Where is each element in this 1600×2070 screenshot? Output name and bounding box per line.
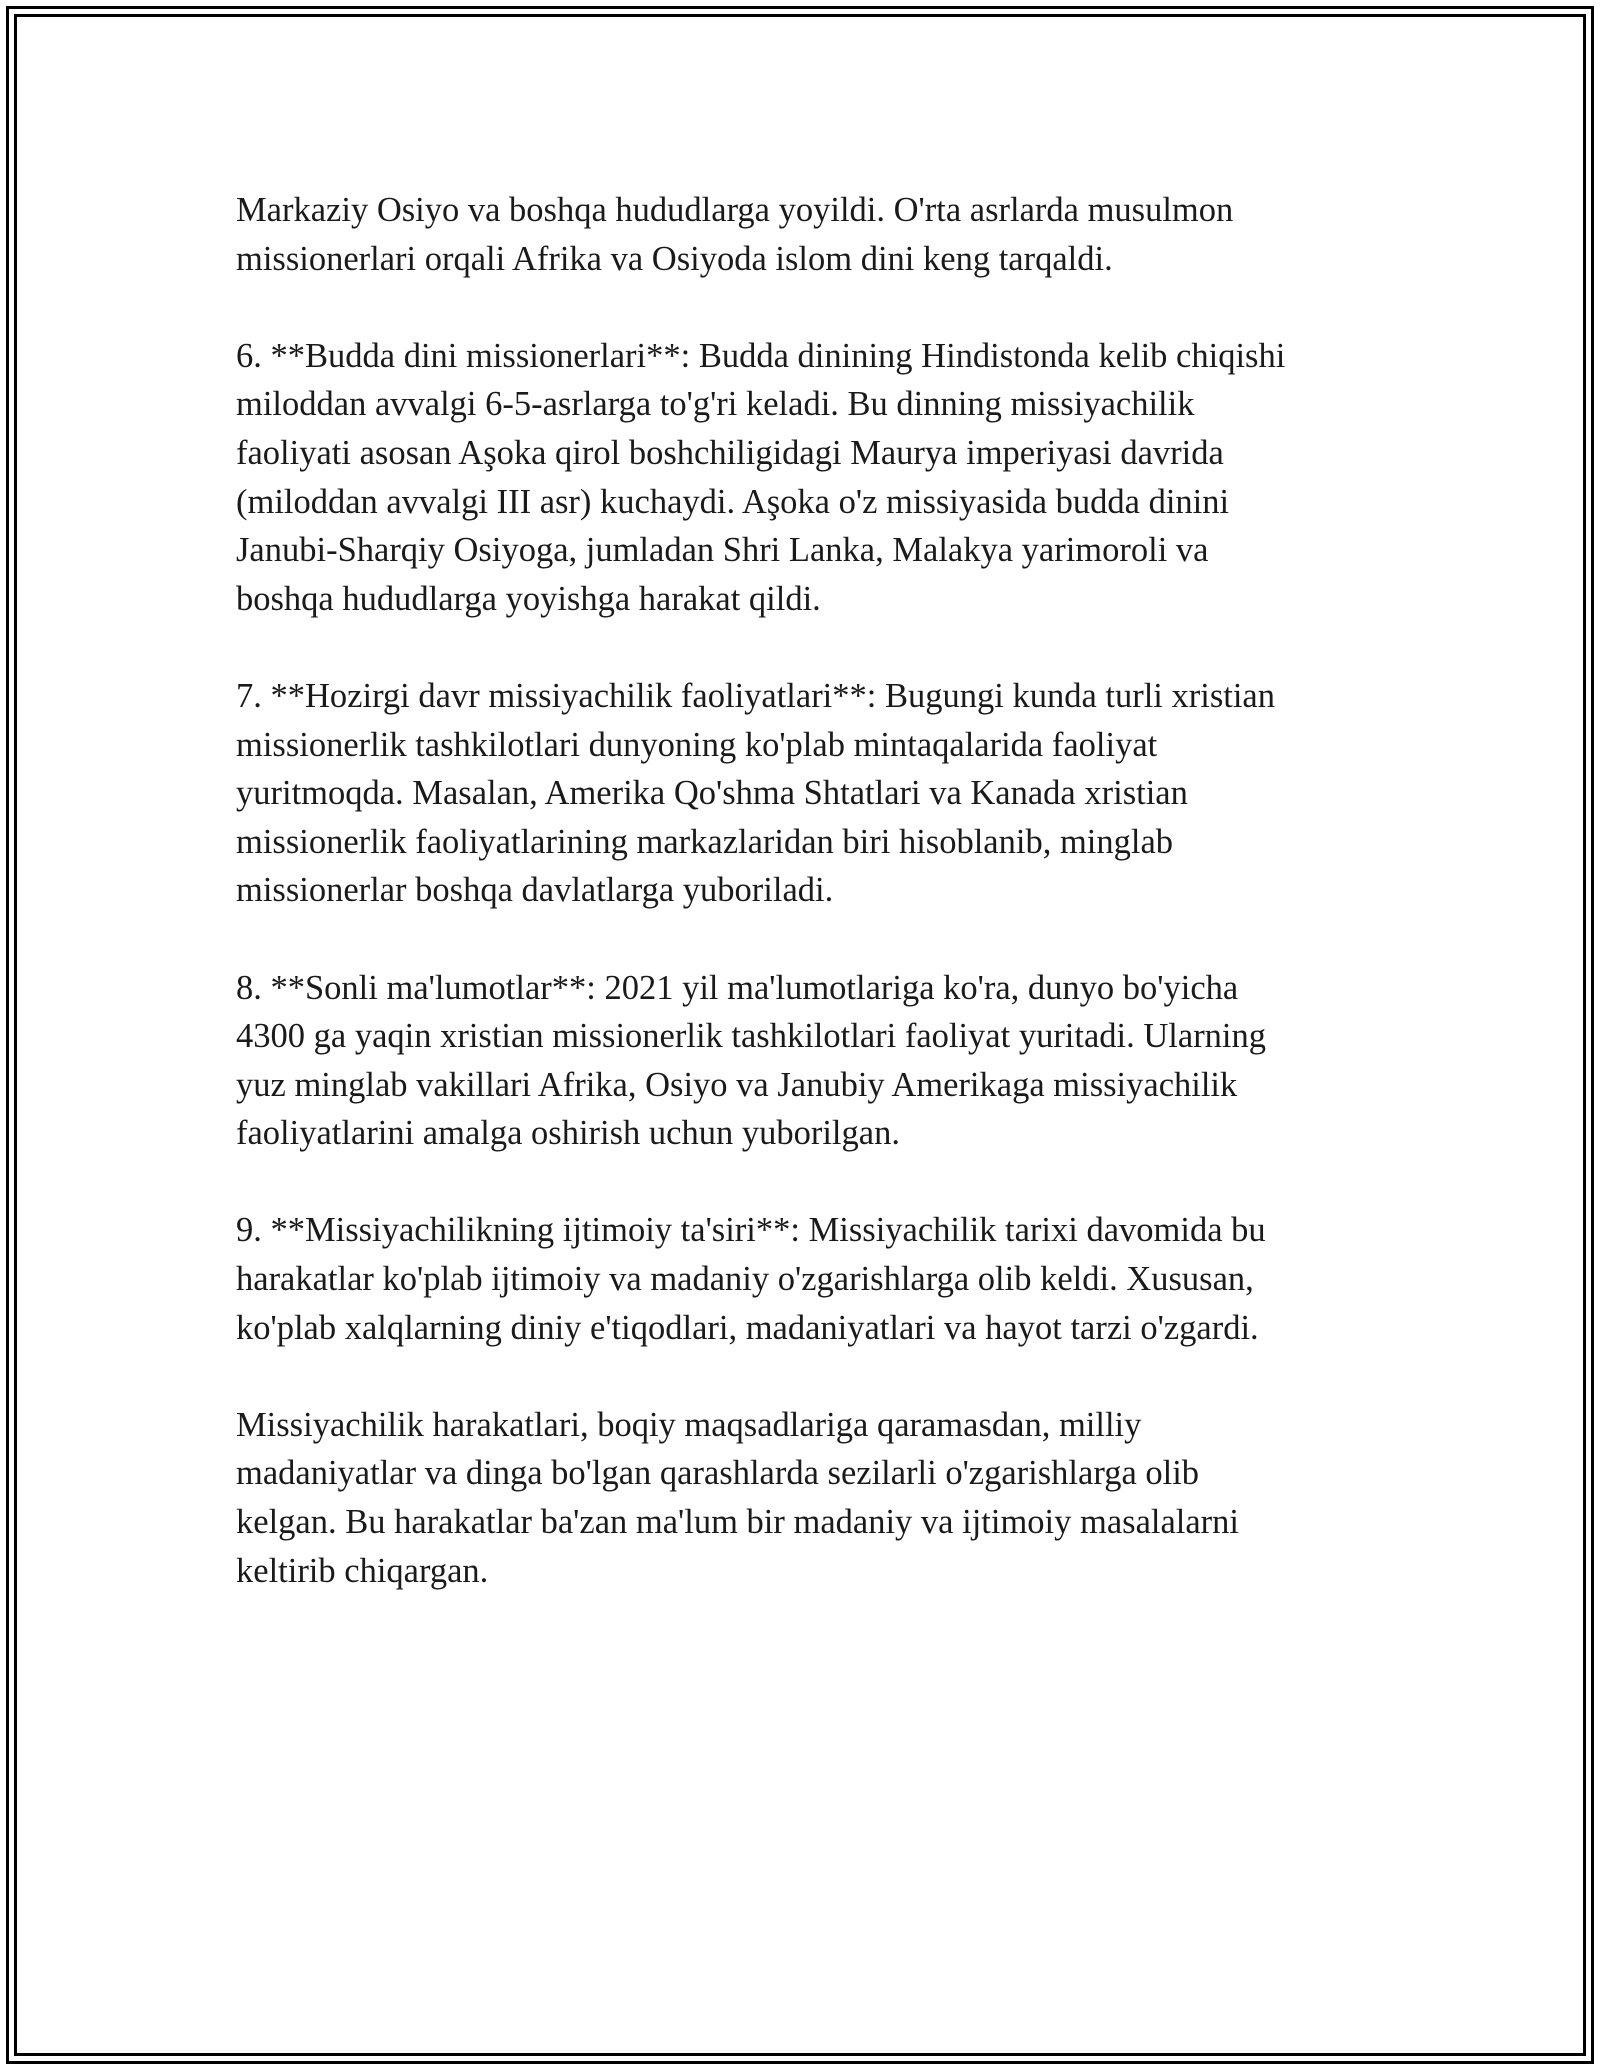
paragraph-conclusion: Missiyachilik harakatlari, boqiy maqsadlariga qaramasdan, milliy madaniyatlar va dinga bo'lgan qarashlarda sezilarli o'zgarishlarga olib kelgan. Bu harakatlar ba'zan ma'lum bir madaniy va ijtimoiy masalalarni keltirib chiqargan.	[236, 1405, 1240, 1590]
paragraph-item-7: 7. **Hozirgi davr missiyachilik faoliyatlari**: Bugungi kunda turli xristian missionerlik tashkilotlari dunyoning ko'plab mintaqalarida faoliyat yuritmoqda. Masalan, Amerika Qo'shma Shtatlari va Kanada xristian missionerlik faoliyatlarining markazlaridan biri hisoblanib, minglab missionerlar boshqa davlatlarga yuboriladi.	[236, 676, 1275, 910]
paragraph-item-8: 8. **Sonli ma'lumotlar**: 2021 yil ma'lumotlariga ko'ra, dunyo bo'yicha 4300 ga yaqin xristian missionerlik tashkilotlari faoliyat yuritadi. Ularning yuz minglab vakillari Afrika, Osiyo va Janubiy Amerikaga missiyachilik faoliyatlarini amalga oshirish uchun yuborilgan.	[236, 968, 1267, 1153]
document-body	[236, 186, 1376, 1595]
paragraph-item-6: 6. **Budda dini missionerlari**: Budda dinining Hindistonda kelib chiqishi miloddan avvalgi 6-5-asrlarga to'g'ri keladi. Bu dinning missiyachilik faoliyati asosan Aşoka qirol boshchiligidagi Maurya imperiyasi davrida (miloddan avvalgi III asr) kuchaydi. Aşoka o'z missiyasida budda dinini Janubi-Sharqiy Osiyoga, jumladan Shri Lanka, Malakya yarimoroli va boshqa hududlarga yoyishga harakat qildi.	[236, 336, 1286, 618]
paragraph-item-9: 9. **Missiyachilikning ijtimoiy ta'siri**: Missiyachilik tarixi davomida bu harakatlar ko'plab ijtimoiy va madaniy o'zgarishlarga olib keldi. Xususan, ko'plab xalqlarning diniy e'tiqodlari, madaniyatlari va hayot tarzi o'zgardi.	[236, 1211, 1266, 1347]
paragraph-intro-continuation: Markaziy Osiyo va boshqa hududlarga yoyildi. O'rta asrlarda musulmon missionerlari orqali Afrika va Osiyoda islom dini keng tarqaldi.	[236, 191, 1234, 278]
